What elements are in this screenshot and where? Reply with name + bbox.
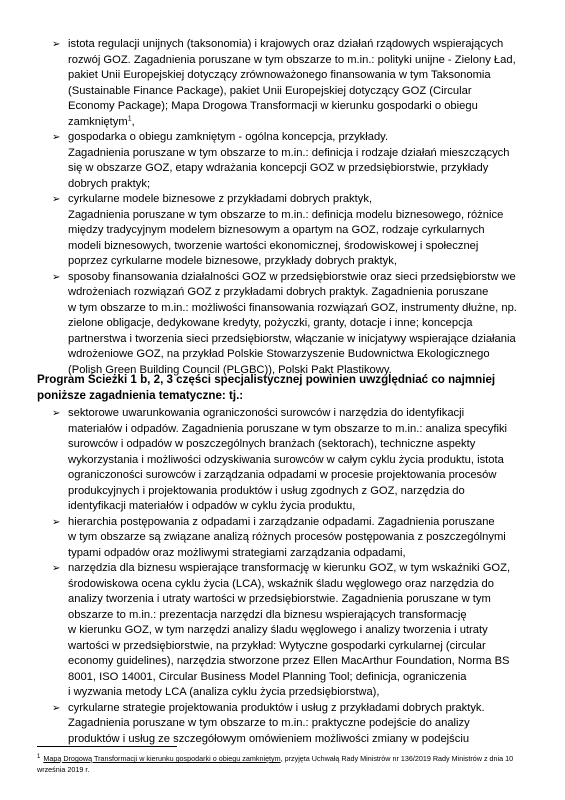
footnote-number: 1 xyxy=(37,753,41,760)
list-item xyxy=(52,270,520,379)
arrow-bullet-icon: ➢ xyxy=(52,563,61,574)
footnote-ref[interactable]: 1 xyxy=(127,114,132,122)
list-item xyxy=(52,701,520,748)
list-item-text: narzędzia dla biznesu wspierające transformację w kierunku GOZ, w tym wskaźniki GOZ, środowiskowa ocena cyklu życia (LCA), wskaźnik śladu węglowego oraz narzędzia do analizy tworzenia i utraty wartości w przedsiębiorstwie. Zagadnienia poruszane w tym obszarze to m.in.: prezentacja narzędzi dla biznesu wspierających transformację w kierunku GOZ, w tym narzędzi analizy śladu węglowego i analizy tworzenia i utraty wartości w przedsiębiorstwie, na przykład: Wytyczne gospodarki cyrkularnej (circular economy guidelines), narzędzia stworzone przez Ellen MacArthur Foundation, Norma BS 8001, ISO 14001, Circular Business Model Planning Tool; definicja, ograniczenia i wyzwania metody LCA (analiza cyklu życia przedsiębiorstwa), xyxy=(68,562,511,698)
list-item xyxy=(52,192,520,270)
footnote-link[interactable]: Mapą Drogową Transformacji w kierunku gospodarki o obiegu zamkniętym xyxy=(43,754,281,763)
list-item-text: sektorowe uwarunkowania ograniczoności surowców i narzędzia do identyfikacji materiałów i odpadów. Zagadnienia poruszane w tym obszarze to m.in.: analiza specyfiki surowców i odpadów w poszczególnych branżach (sektorach), techniczne aspekty wykorzystania i możliwości odzyskiwania surowców w całym cyklu życia produktu, istota ograniczoności surowców i zarządzania odpadami w procesie projektowania procesów produkcyjnych i projektowania produktów i usług zgodnych z GOZ, narzędzia do identyfikacji materiałów i odpadów w cyklu życia produktu, xyxy=(68,407,508,512)
list-item xyxy=(52,37,520,130)
arrow-bullet-icon: ➢ xyxy=(52,271,61,283)
list-item xyxy=(52,406,520,515)
topic-list-bottom xyxy=(52,406,520,747)
list-item-text-tail: , xyxy=(131,115,135,128)
arrow-bullet-icon: ➢ xyxy=(52,194,61,205)
arrow-bullet-icon: ➢ xyxy=(52,408,61,419)
list-item-text: gospodarka o obiegu zamkniętym - ogólna koncepcja, przykłady. Zagadnienia poruszane w tym obszarze to m.in.: definicja i rodzaje działań mieszczących się w obszarze GOZ, etapy wdrażania koncepcji GOZ w przedsiębiorstwie, przykłady dobrych praktyk; xyxy=(68,131,510,190)
footnote xyxy=(37,753,527,775)
list-item-text: istota regulacji unijnych (taksonomia) i krajowych oraz działań rządowych wspierających rozwój GOZ. Zagadnienia poruszane w tym obszarze to m.in.: polityki unijne - Zielony Ład, pakiet Unii Europejskiej dotyczący zrównoważonego finansowania w tym Taksonomia (Sustainable Finance Package), pakiet Unii Europejskiej dotyczący GOZ (Circular Economy Package); Mapa Drogowa Transformacji w kierunku gospodarki o obiegu zamkniętym xyxy=(68,38,516,128)
topic-list-top xyxy=(52,37,520,378)
arrow-bullet-icon: ➢ xyxy=(52,702,61,714)
arrow-bullet-icon: ➢ xyxy=(52,132,61,143)
list-item xyxy=(52,130,520,192)
footnote-text: , przyjęta Uchwałą Rady Ministrów nr 136/2019 Rady Ministrów z dnia 10 września 2019 r. xyxy=(37,754,514,774)
section-heading: Program Ścieżki 1 b, 2, 3 części specjalistycznej powinien uwzględniać co najmniej poniższe zagadnienia tematyczne: tj.: xyxy=(37,373,496,402)
list-item-text: cyrkularne strategie projektowania produktów i usług z przykładami dobrych praktyk. Zagadnienia poruszane w tym obszarze to m.in.: praktyczne podejście do analizy produktów i usług ze szczegółowym omówieniem możliwości zmiany w podejściu xyxy=(68,701,485,745)
list-item-text: cyrkularne modele biznesowe z przykładami dobrych praktyk, Zagadnienia poruszane w tym obszarze to m.in.: definicja modelu biznesowego, różnice między tradycyjnym modelem biznesowym a opartym na GOZ, rodzaje cyrkularnych modeli biznesowych, tworzenie wartości ekonomicznej, środowiskowej i społecznej poprzez cyrkularne modele biznesowe, przykłady dobrych praktyk, xyxy=(68,193,504,267)
arrow-bullet-icon: ➢ xyxy=(52,39,61,50)
list-item xyxy=(52,561,520,701)
list-item-text: sposoby finansowania działalności GOZ w przedsiębiorstwie oraz sieci przedsiębiorstw we wdrożeniach rozwiązań GOZ z przykładami dobrych praktyk. Zagadnienia poruszane w tym obszarze to m.in.: możliwości finansowania rozwiązań GOZ, instrumenty dłużne, np. zielone obligacje, dedykowane kredyty, pożyczki, granty, dotacje i inne; koncepcja partnerstwa i tworzenia sieci przedsiębiorstw, włączanie w inicjatywy wspierające działania wdrożeniowe GOZ, na przykład Polskie Stowarzyszenie Budownictwa Ekologicznego (Polish Green Building Council (PLGBC)), Polski Pakt Plastikowy. xyxy=(68,270,517,376)
arrow-bullet-icon: ➢ xyxy=(52,516,61,528)
footnote-divider xyxy=(37,746,177,747)
list-item-text: hierarchia postępowania z odpadami i zarządzanie odpadami. Zagadnienia poruszane w tym obszarze są związane analizą różnych procesów postępowania z poszczególnymi typami odpadów oraz możliwymi strategiami zarządzania odpadami, xyxy=(68,515,506,559)
list-item xyxy=(52,515,520,562)
